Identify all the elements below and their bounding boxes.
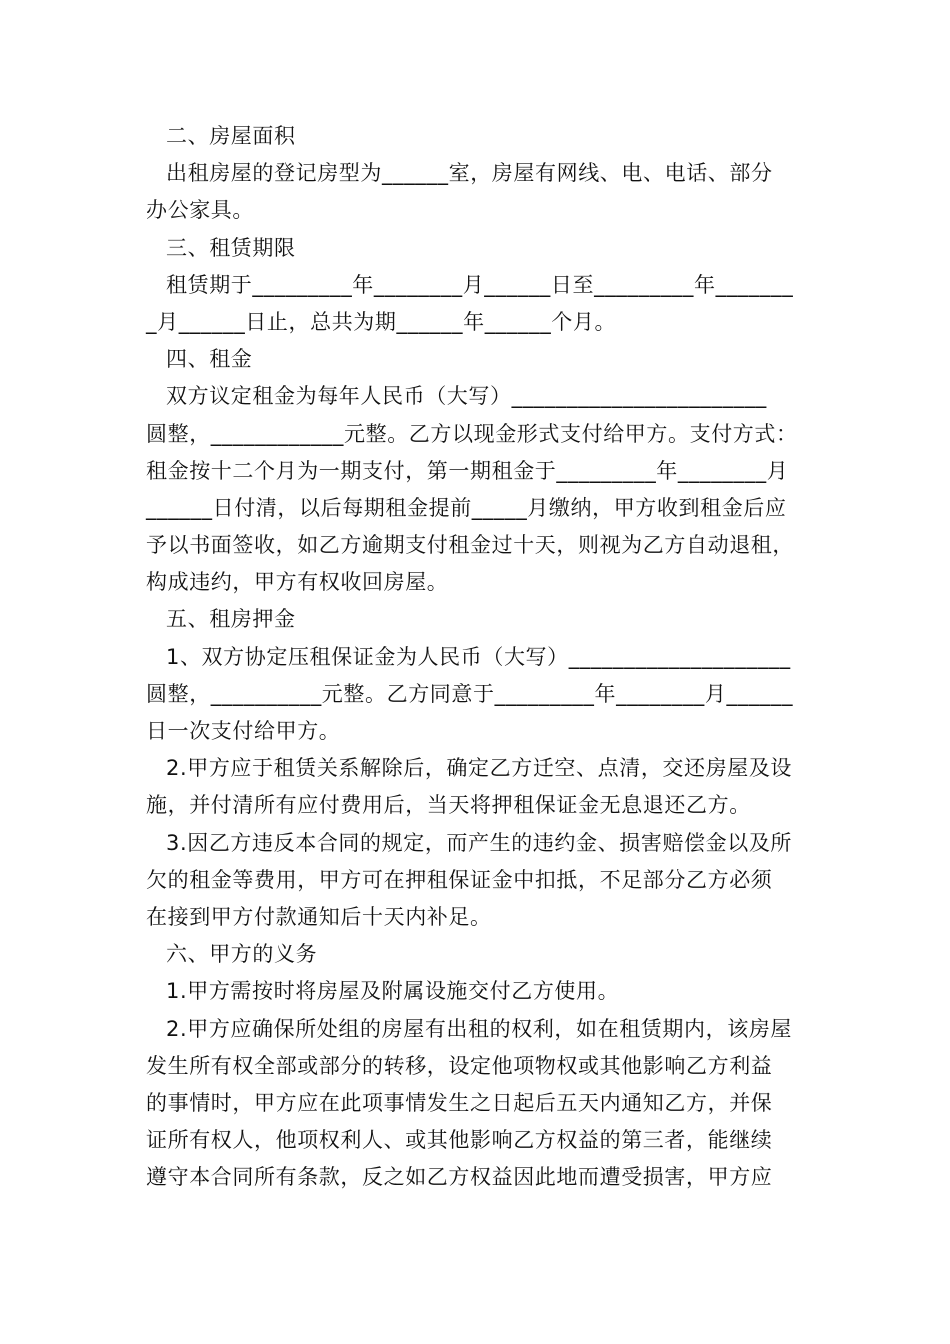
text-line: 出租房屋的登记房型为______室，房屋有网线、电、电话、部分 (166, 161, 773, 186)
text-line: 圆整，__________元整。乙方同意于_________年________月______ (146, 681, 794, 706)
text-line: 欠的租金等费用，甲方可在押租保证金中扣抵，不足部分乙方必须 (146, 867, 773, 892)
text-line: 在接到甲方付款通知后十天内补足。 (146, 904, 492, 929)
text-line: 办公家具。 (146, 198, 254, 223)
text-line: 日一次支付给甲方。 (146, 719, 341, 743)
text-line: 四、租金 (166, 347, 253, 372)
text-line: 的事情时，甲方应在此项事情发生之日起后五天内通知乙方，并保 (146, 1090, 773, 1115)
text-line: 双方议定租金为每年人民币（大写）_______________________ (166, 384, 767, 409)
text-line: 三、租赁期限 (166, 235, 296, 260)
text-line: 施，并付清所有应付费用后，当天将押租保证金无息退还乙方。 (146, 793, 751, 818)
text-line: 予以书面签收，如乙方逾期支付租金过十天，则视为乙方自动退租， (146, 533, 794, 558)
text-line: 2.甲方应确保所处组的房屋有出租的权利，如在租赁期内，该房屋 (166, 1016, 793, 1041)
text-line: _月______日止，总共为期______年______个月。 (146, 309, 617, 334)
text-line: 租金按十二个月为一期支付，第一期租金于_________年________月 (146, 458, 789, 483)
text-line: 1、双方协定压租保证金为人民币（大写）____________________ (166, 644, 791, 669)
text-line: 六、甲方的义务 (166, 942, 318, 967)
text-line: 发生所有权全部或部分的转移，设定他项物权或其他影响乙方利益 (146, 1053, 773, 1078)
text-line: 证所有权人，他项权利人、或其他影响乙方权益的第三者，能继续 (146, 1128, 773, 1153)
text-line: ______日付清，以后每期租金提前_____月缴纳，甲方收到租金后应 (146, 495, 787, 520)
text-line: 1.甲方需按时将房屋及附属设施交付乙方使用。 (166, 979, 620, 1004)
document-body (146, 118, 812, 1196)
text-line: 构成违约，甲方有权收回房屋。 (146, 570, 449, 595)
text-line: 2.甲方应于租赁关系解除后，确定乙方迁空、点清，交还房屋及设 (166, 756, 793, 781)
text-line: 租赁期于_________年________月______日至_________年_______ (166, 272, 794, 297)
text-line: 圆整，____________元整。乙方以现金形式支付给甲方。支付方式： (146, 421, 798, 446)
text-line: 遵守本合同所有条款，反之如乙方权益因此地而遭受损害，甲方应 (146, 1165, 773, 1190)
text-line: 二、房屋面积 (166, 124, 296, 148)
text-line: 五、租房押金 (166, 607, 296, 632)
text-line: 3.因乙方违反本合同的规定，而产生的违约金、损害赔偿金以及所 (166, 830, 793, 855)
